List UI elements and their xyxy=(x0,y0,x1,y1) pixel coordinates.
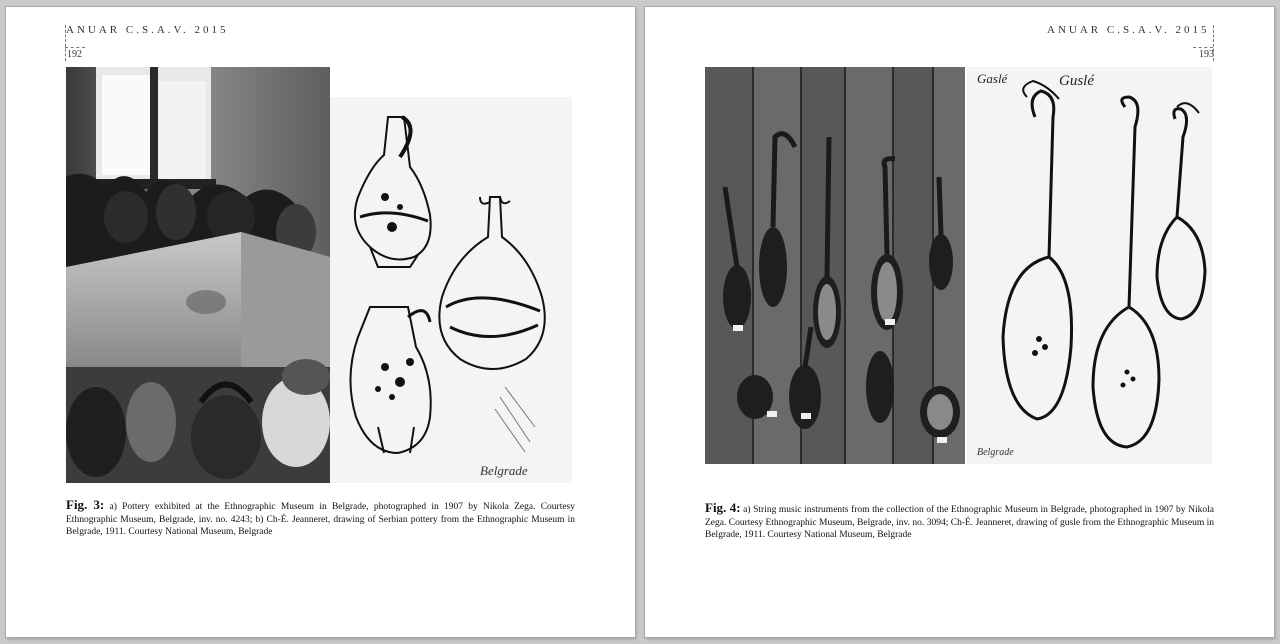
page-number: 192 xyxy=(67,49,82,60)
right-page xyxy=(645,7,1274,637)
crop-mark xyxy=(65,47,85,48)
figure-3a-pottery-photo xyxy=(66,67,330,483)
sketch-inscription: Gaslé xyxy=(977,71,1008,86)
running-header: ANUAR C.S.A.V. 2015 xyxy=(66,24,229,36)
left-page xyxy=(6,7,635,637)
running-header: ANUAR C.S.A.V. 2015 xyxy=(1047,24,1210,36)
sketch-inscription: Belgrade xyxy=(480,463,528,478)
caption-text: a) Pottery exhibited at the Ethnographic Museum in Belgrade, photographed in 1907 by Nikola Zega. Courtesy Ethnographic Museum, Belgrade, inv. no. 4243; b) Ch-É. Jeanneret, drawing of Serbian pottery from the Ethnographic Museum in Belgrade, 1911. Courtesy National Museum, Belgrade xyxy=(66,502,576,537)
figure-3b-pottery-drawing xyxy=(330,97,572,483)
figure-3-caption xyxy=(66,499,575,539)
figure-label: Fig. 4: xyxy=(705,500,741,515)
sketch-inscription: Belgrade xyxy=(977,447,1014,458)
sketch-inscription: Guslé xyxy=(1059,73,1094,89)
crop-mark xyxy=(65,25,66,61)
crop-mark xyxy=(1193,47,1213,48)
figure-4a-instruments-photo xyxy=(705,67,965,464)
page-number: 193 xyxy=(1199,49,1214,60)
figure-4-caption xyxy=(705,502,1214,542)
figure-label: Fig. 3: xyxy=(66,497,105,512)
figure-4b-gusle-drawing xyxy=(967,67,1212,464)
crop-mark xyxy=(1213,25,1214,61)
caption-text: a) String music instruments from the collection of the Ethnographic Museum in Belgrade, photographed in 1907 by Nikola Zega. Courtesy Ethnographic Museum, Belgrade, inv. no. 3094; Ch-É. Jeanneret, drawing of gusle from the Ethnographic Museum in Belgrade, 1911. Courtesy National Museum, Belgrade xyxy=(705,505,1214,540)
